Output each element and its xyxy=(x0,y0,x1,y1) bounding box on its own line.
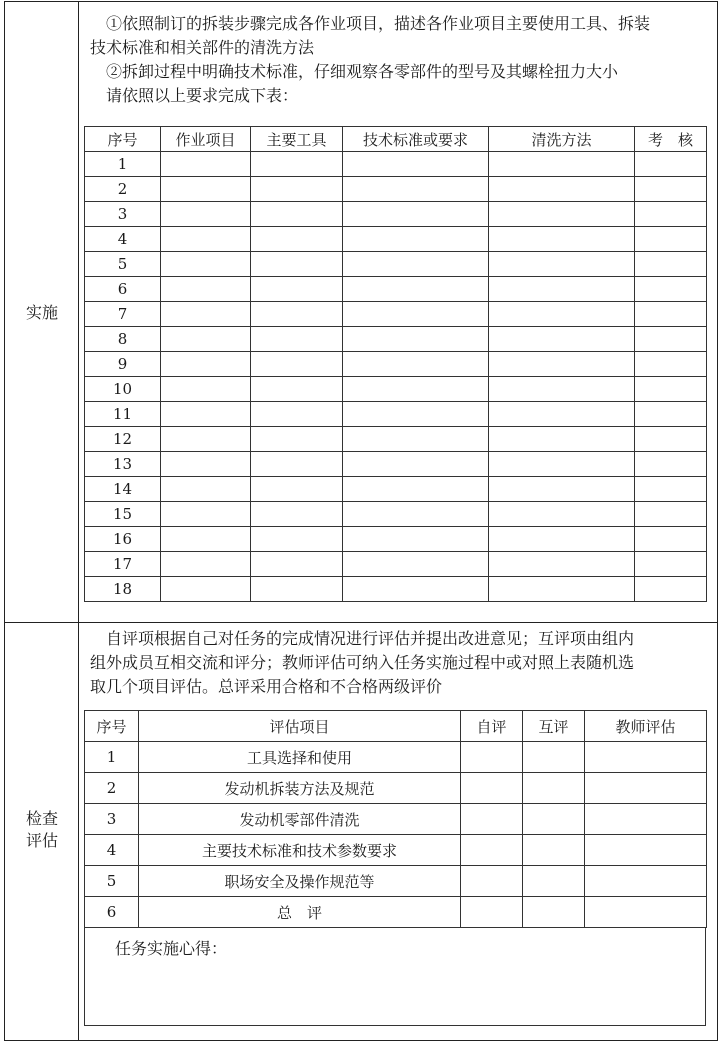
evaluation-instructions xyxy=(90,627,634,699)
work-item-cell[interactable] xyxy=(161,252,251,277)
table-row xyxy=(85,227,707,252)
tools-cell[interactable] xyxy=(251,177,343,202)
assessment-cell[interactable] xyxy=(635,377,707,402)
cleaning-cell[interactable] xyxy=(489,577,635,602)
teacher-eval-cell[interactable] xyxy=(585,804,707,835)
work-item-cell[interactable] xyxy=(161,477,251,502)
standard-cell[interactable] xyxy=(343,452,489,477)
self-eval-cell[interactable] xyxy=(461,866,523,897)
assessment-cell[interactable] xyxy=(635,402,707,427)
standard-cell[interactable] xyxy=(343,427,489,452)
table-row xyxy=(85,742,707,773)
standard-cell[interactable] xyxy=(343,552,489,577)
peer-eval-cell[interactable] xyxy=(523,897,585,928)
teacher-eval-cell[interactable] xyxy=(585,773,707,804)
tools-cell[interactable] xyxy=(251,152,343,177)
row-number: 5 xyxy=(85,866,139,897)
cleaning-cell[interactable] xyxy=(489,152,635,177)
standard-cell[interactable] xyxy=(343,327,489,352)
self-eval-cell[interactable] xyxy=(461,804,523,835)
row-number: 3 xyxy=(85,804,139,835)
row-number: 3 xyxy=(85,202,161,227)
work-item-cell[interactable] xyxy=(161,427,251,452)
col-header-assessment: 考 核 xyxy=(635,127,707,152)
row-number: 11 xyxy=(85,402,161,427)
instruction-line: 请依照以上要求完成下表： xyxy=(106,86,299,105)
evaluation-table xyxy=(84,710,707,928)
implementation-label: 实施 xyxy=(25,303,58,322)
row-number: 5 xyxy=(85,252,161,277)
self-eval-cell[interactable] xyxy=(461,773,523,804)
col-header-teacher-eval: 教师评估 xyxy=(585,711,707,742)
col-header-standard: 技术标准或要求 xyxy=(343,127,489,152)
instruction-line: ①依照制订的拆装步骤完成各作业项目，描述各作业项目主要使用工具、拆装 xyxy=(106,14,651,33)
assessment-cell[interactable] xyxy=(635,527,707,552)
cleaning-cell[interactable] xyxy=(489,352,635,377)
tools-cell[interactable] xyxy=(251,577,343,602)
work-item-cell[interactable] xyxy=(161,177,251,202)
work-item-cell[interactable] xyxy=(161,302,251,327)
row-number: 6 xyxy=(85,277,161,302)
assessment-cell[interactable] xyxy=(635,152,707,177)
table-row xyxy=(85,402,707,427)
table-row xyxy=(85,327,707,352)
cleaning-cell[interactable] xyxy=(489,427,635,452)
row-number: 10 xyxy=(85,377,161,402)
row-number: 12 xyxy=(85,427,161,452)
cleaning-cell[interactable] xyxy=(489,252,635,277)
row-number: 15 xyxy=(85,502,161,527)
instruction-line: ②拆卸过程中明确技术标准，仔细观察各零部件的型号及其螺栓扭力大小 xyxy=(106,62,619,81)
tools-cell[interactable] xyxy=(251,402,343,427)
col-header-no: 序号 xyxy=(85,127,161,152)
table-row xyxy=(85,427,707,452)
self-eval-cell[interactable] xyxy=(461,742,523,773)
cleaning-cell[interactable] xyxy=(489,452,635,477)
tools-cell[interactable] xyxy=(251,327,343,352)
row-number: 7 xyxy=(85,302,161,327)
tools-cell[interactable] xyxy=(251,377,343,402)
table-header-row xyxy=(85,127,707,152)
assessment-cell[interactable] xyxy=(635,252,707,277)
teacher-eval-cell[interactable] xyxy=(585,835,707,866)
table-row xyxy=(85,452,707,477)
tools-cell[interactable] xyxy=(251,552,343,577)
row-number: 1 xyxy=(85,152,161,177)
standard-cell[interactable] xyxy=(343,277,489,302)
cleaning-cell[interactable] xyxy=(489,377,635,402)
row-number: 1 xyxy=(85,742,139,773)
row-number: 13 xyxy=(85,452,161,477)
work-item-cell[interactable] xyxy=(161,327,251,352)
assessment-cell[interactable] xyxy=(635,502,707,527)
row-number: 4 xyxy=(85,835,139,866)
work-item-cell[interactable] xyxy=(161,577,251,602)
table-row xyxy=(85,352,707,377)
work-item-cell[interactable] xyxy=(161,402,251,427)
evaluation-label-line2: 评估 xyxy=(25,831,58,850)
teacher-eval-cell[interactable] xyxy=(585,742,707,773)
row-number: 6 xyxy=(85,897,139,928)
tools-cell[interactable] xyxy=(251,502,343,527)
eval-item-cell: 总 评 xyxy=(139,897,461,928)
table-row xyxy=(85,152,707,177)
cleaning-cell[interactable] xyxy=(489,477,635,502)
assessment-cell[interactable] xyxy=(635,352,707,377)
standard-cell[interactable] xyxy=(343,252,489,277)
standard-cell[interactable] xyxy=(343,477,489,502)
tools-cell[interactable] xyxy=(251,477,343,502)
standard-cell[interactable] xyxy=(343,152,489,177)
table-row xyxy=(85,527,707,552)
evaluation-label xyxy=(5,808,79,852)
table-row xyxy=(85,897,707,928)
tools-cell[interactable] xyxy=(251,302,343,327)
row-number: 18 xyxy=(85,577,161,602)
col-header-peer-eval: 互评 xyxy=(523,711,585,742)
assessment-cell[interactable] xyxy=(635,327,707,352)
assessment-cell[interactable] xyxy=(635,427,707,452)
work-item-cell[interactable] xyxy=(161,502,251,527)
col-header-tools: 主要工具 xyxy=(251,127,343,152)
table-row xyxy=(85,835,707,866)
cleaning-cell[interactable] xyxy=(489,202,635,227)
eval-item-cell: 发动机拆装方法及规范 xyxy=(139,773,461,804)
cleaning-cell[interactable] xyxy=(489,277,635,302)
row-number: 17 xyxy=(85,552,161,577)
tools-cell[interactable] xyxy=(251,527,343,552)
table-row xyxy=(85,577,707,602)
assessment-cell[interactable] xyxy=(635,177,707,202)
section-divider xyxy=(5,622,717,623)
cleaning-cell[interactable] xyxy=(489,177,635,202)
row-number: 8 xyxy=(85,327,161,352)
col-header-self-eval: 自评 xyxy=(461,711,523,742)
peer-eval-cell[interactable] xyxy=(523,804,585,835)
row-number: 9 xyxy=(85,352,161,377)
table-row xyxy=(85,773,707,804)
assessment-cell[interactable] xyxy=(635,277,707,302)
tools-cell[interactable] xyxy=(251,427,343,452)
reflection-notes-box[interactable] xyxy=(84,928,706,1026)
assessment-cell[interactable] xyxy=(635,552,707,577)
peer-eval-cell[interactable] xyxy=(523,835,585,866)
standard-cell[interactable] xyxy=(343,302,489,327)
assessment-cell[interactable] xyxy=(635,227,707,252)
assessment-cell[interactable] xyxy=(635,477,707,502)
standard-cell[interactable] xyxy=(343,227,489,252)
table-row xyxy=(85,377,707,402)
cleaning-cell[interactable] xyxy=(489,552,635,577)
col-header-work-item: 作业项目 xyxy=(161,127,251,152)
peer-eval-cell[interactable] xyxy=(523,866,585,897)
work-item-cell[interactable] xyxy=(161,227,251,252)
implementation-instructions xyxy=(90,12,650,108)
eval-item-cell: 职场安全及操作规范等 xyxy=(139,866,461,897)
instruction-line: 组外成员互相交流和评分；教师评估可纳入任务实施过程中或对照上表随机选 xyxy=(90,653,635,672)
table-row xyxy=(85,552,707,577)
standard-cell[interactable] xyxy=(343,527,489,552)
row-number: 14 xyxy=(85,477,161,502)
self-eval-cell[interactable] xyxy=(461,897,523,928)
standard-cell[interactable] xyxy=(343,202,489,227)
work-item-cell[interactable] xyxy=(161,152,251,177)
standard-cell[interactable] xyxy=(343,352,489,377)
row-number: 2 xyxy=(85,773,139,804)
cleaning-cell[interactable] xyxy=(489,527,635,552)
evaluation-label-line1: 检查 xyxy=(25,809,58,828)
work-item-cell[interactable] xyxy=(161,277,251,302)
work-item-cell[interactable] xyxy=(161,452,251,477)
cleaning-cell[interactable] xyxy=(489,227,635,252)
tools-cell[interactable] xyxy=(251,227,343,252)
standard-cell[interactable] xyxy=(343,177,489,202)
assessment-cell[interactable] xyxy=(635,577,707,602)
work-item-cell[interactable] xyxy=(161,202,251,227)
peer-eval-cell[interactable] xyxy=(523,773,585,804)
table-row xyxy=(85,177,707,202)
tools-cell[interactable] xyxy=(251,277,343,302)
cleaning-cell[interactable] xyxy=(489,327,635,352)
teacher-eval-cell[interactable] xyxy=(585,866,707,897)
tools-cell[interactable] xyxy=(251,352,343,377)
work-item-cell[interactable] xyxy=(161,527,251,552)
standard-cell[interactable] xyxy=(343,577,489,602)
self-eval-cell[interactable] xyxy=(461,835,523,866)
work-item-cell[interactable] xyxy=(161,377,251,402)
col-header-eval-item: 评估项目 xyxy=(139,711,461,742)
table-row xyxy=(85,202,707,227)
standard-cell[interactable] xyxy=(343,402,489,427)
assessment-cell[interactable] xyxy=(635,202,707,227)
table-row xyxy=(85,477,707,502)
standard-cell[interactable] xyxy=(343,502,489,527)
reflection-notes-label: 任务实施心得： xyxy=(115,939,228,958)
tools-cell[interactable] xyxy=(251,252,343,277)
row-number: 2 xyxy=(85,177,161,202)
tools-cell[interactable] xyxy=(251,452,343,477)
peer-eval-cell[interactable] xyxy=(523,742,585,773)
work-items-table xyxy=(84,126,707,602)
instruction-line: 自评项根据自己对任务的完成情况进行评估并提出改进意见；互评项由组内 xyxy=(106,629,635,648)
instruction-line: 取几个项目评估。总评采用合格和不合格两级评价 xyxy=(90,677,443,696)
table-row xyxy=(85,302,707,327)
row-number: 16 xyxy=(85,527,161,552)
work-item-cell[interactable] xyxy=(161,352,251,377)
teacher-eval-cell[interactable] xyxy=(585,897,707,928)
col-header-no: 序号 xyxy=(85,711,139,742)
table-row xyxy=(85,804,707,835)
cleaning-cell[interactable] xyxy=(489,502,635,527)
eval-item-cell: 工具选择和使用 xyxy=(139,742,461,773)
standard-cell[interactable] xyxy=(343,377,489,402)
assessment-cell[interactable] xyxy=(635,452,707,477)
cleaning-cell[interactable] xyxy=(489,302,635,327)
instruction-line: 技术标准和相关部件的清洗方法 xyxy=(90,38,315,57)
eval-item-cell: 主要技术标准和技术参数要求 xyxy=(139,835,461,866)
assessment-cell[interactable] xyxy=(635,302,707,327)
cleaning-cell[interactable] xyxy=(489,402,635,427)
table-row xyxy=(85,252,707,277)
col-header-cleaning: 清洗方法 xyxy=(489,127,635,152)
table-header-row xyxy=(85,711,707,742)
tools-cell[interactable] xyxy=(251,202,343,227)
table-row xyxy=(85,866,707,897)
eval-item-cell: 发动机零部件清洗 xyxy=(139,804,461,835)
work-item-cell[interactable] xyxy=(161,552,251,577)
section-label-column xyxy=(5,2,79,1040)
row-number: 4 xyxy=(85,227,161,252)
table-row xyxy=(85,502,707,527)
table-row xyxy=(85,277,707,302)
